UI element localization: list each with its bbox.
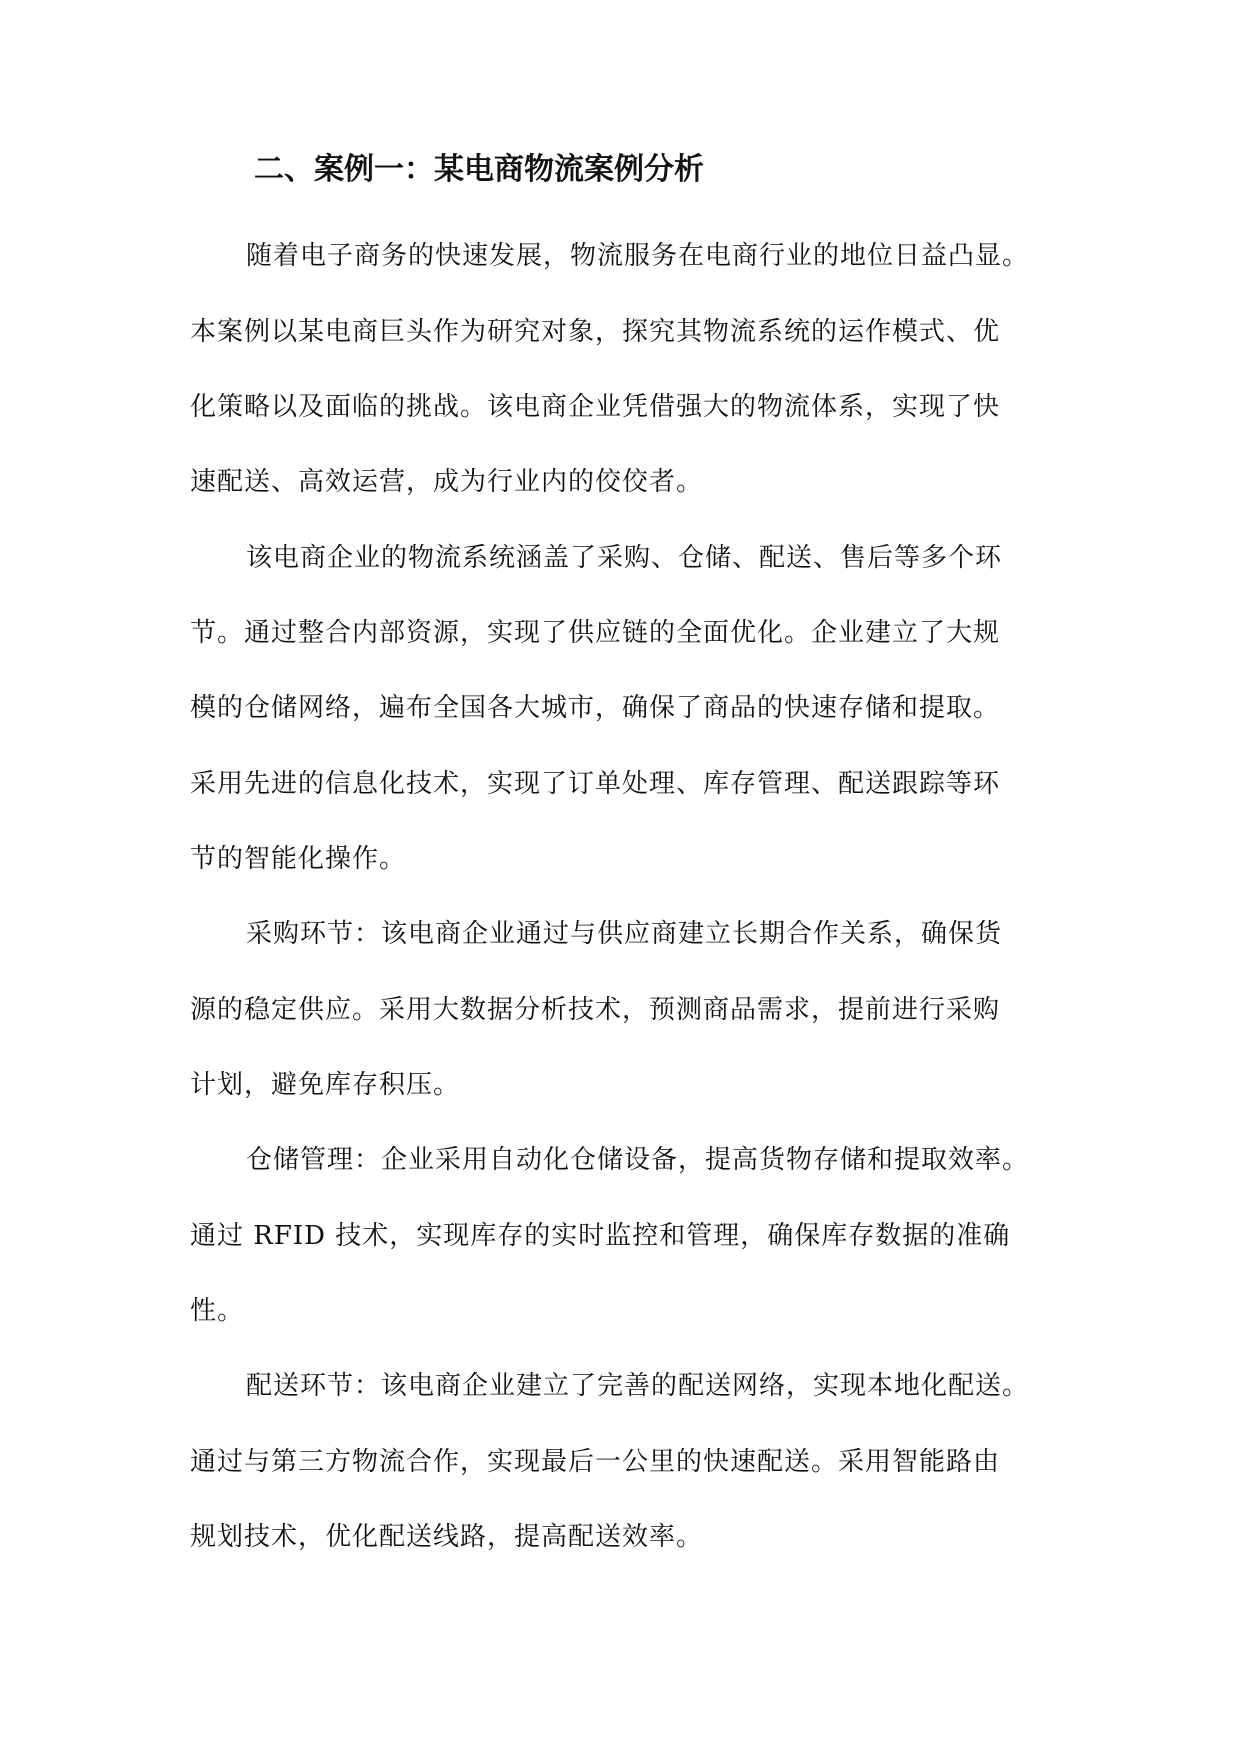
paragraph-3-line-1: 采购环节：该电商企业通过与供应商建立长期合作关系，确保货 <box>246 919 1003 949</box>
paragraph-1-line-4: 速配送、高效运营，成为行业内的佼佼者。 <box>190 467 704 497</box>
paragraph-4-line-2: 通过 RFID 技术，实现库存的实时监控和管理，确保库存数据的准确 <box>190 1221 1011 1251</box>
paragraph-2-line-5: 节的智能化操作。 <box>190 844 407 874</box>
paragraph-4-line-3: 性。 <box>190 1296 245 1326</box>
paragraph-4-line-1: 仓储管理：企业采用自动化仓储设备，提高货物存储和提取效率。 <box>246 1145 1030 1175</box>
paragraph-3-line-3: 计划，避免库存积压。 <box>190 1070 461 1100</box>
paragraph-2-line-1: 该电商企业的物流系统涵盖了采购、仓储、配送、售后等多个环 <box>246 543 1003 573</box>
paragraph-1-line-1: 随着电子商务的快速发展，物流服务在电商行业的地位日益凸显。 <box>246 241 1030 271</box>
paragraph-2-line-4: 采用先进的信息化技术，实现了订单处理、库存管理、配送跟踪等环 <box>190 769 1001 799</box>
paragraph-1-line-2: 本案例以某电商巨头作为研究对象，探究其物流系统的运作模式、优 <box>190 317 1001 347</box>
paragraph-2-line-3: 模的仓储网络，遍布全国各大城市，确保了商品的快速存储和提取。 <box>190 693 1001 723</box>
paragraph-5-line-1: 配送环节：该电商企业建立了完善的配送网络，实现本地化配送。 <box>246 1371 1030 1401</box>
paragraph-1-line-3: 化策略以及面临的挑战。该电商企业凭借强大的物流体系，实现了快 <box>190 392 1001 422</box>
paragraph-5-line-2: 通过与第三方物流合作，实现最后一公里的快速配送。采用智能路由 <box>190 1447 1001 1477</box>
paragraph-5-line-3: 规划技术，优化配送线路，提高配送效率。 <box>190 1522 704 1552</box>
paragraph-2-line-2: 节。通过整合内部资源，实现了供应链的全面优化。企业建立了大规 <box>190 618 1001 648</box>
paragraph-3-line-2: 源的稳定供应。采用大数据分析技术，预测商品需求，提前进行采购 <box>190 995 1001 1025</box>
section-heading: 二、案例一：某电商物流案例分析 <box>254 152 704 187</box>
